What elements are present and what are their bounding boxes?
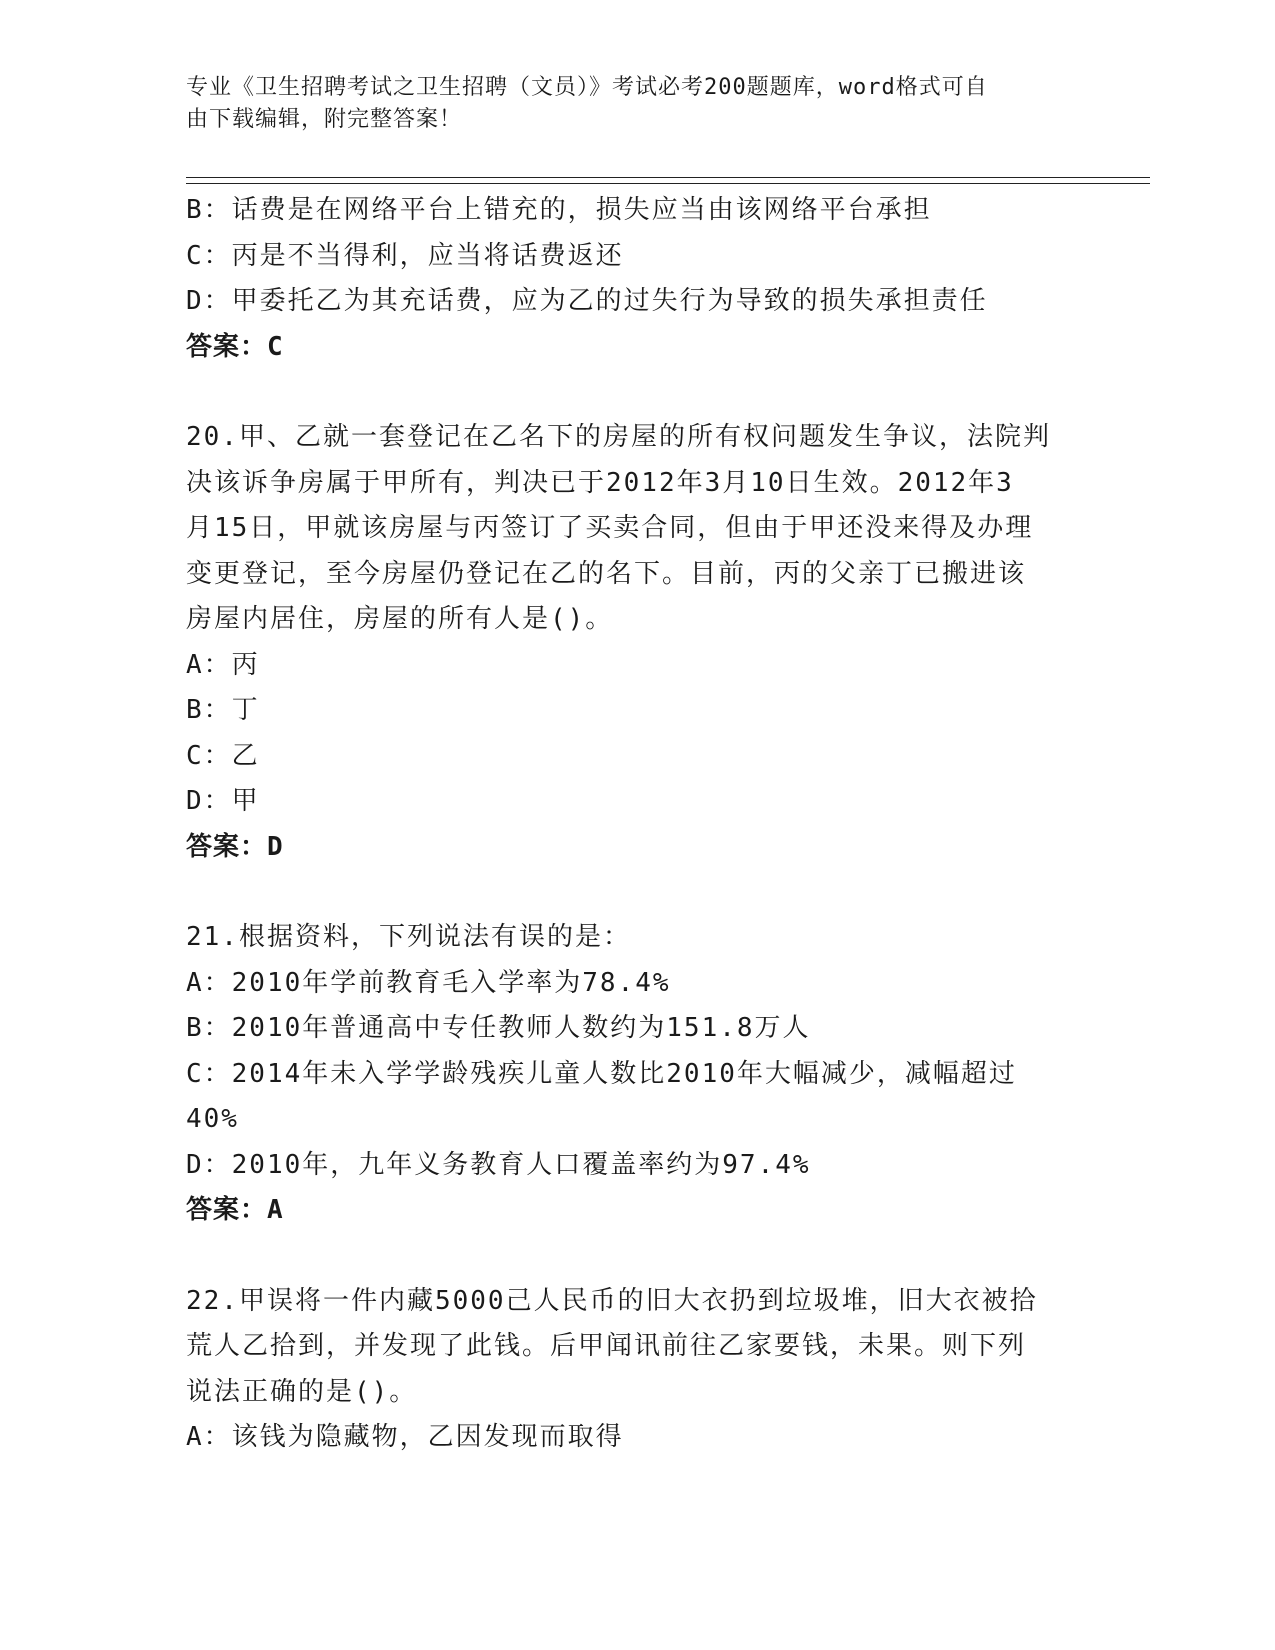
option-c: C：丙是不当得利，应当将话费返还 [186, 240, 624, 271]
option-d: D：甲委托乙为其充话费，应为乙的过失行为导致的损失承担责任 [186, 286, 988, 316]
option-c: C：2014年未入学学龄残疾儿童人数比2010年大幅减少，减幅超过 [186, 1058, 1017, 1089]
option-a: A：2010年学前教育毛入学率为78.4% [186, 967, 671, 998]
question-stem-line: 20.甲、乙就一套登记在乙名下的房屋的所有权问题发生争议，法院判 [186, 422, 1051, 452]
option-a: A：丙 [186, 649, 260, 680]
question-stem-line: 月15日，甲就该房屋与丙签订了买卖合同，但由于甲还没来得及办理 [186, 513, 1034, 543]
option-b: B：丁 [186, 695, 260, 725]
option-a: A：该钱为隐藏物，乙因发现而取得 [186, 1422, 624, 1452]
option-c: C：乙 [186, 740, 260, 771]
header-line-2: 由下载编辑，附完整答案！ [186, 107, 463, 132]
question-stem-line: 决该诉争房属于甲所有，判决已于2012年3月10日生效。2012年3 [186, 467, 1014, 498]
option-b: B：话费是在网络平台上错充的，损失应当由该网络平台承担 [186, 195, 932, 225]
question-stem-line: 变更登记，至今房屋仍登记在乙的名下。目前，丙的父亲丁已搬进该 [186, 558, 1027, 589]
answer-label: 答案：D [186, 831, 284, 862]
question-stem-line: 荒人乙拾到，并发现了此钱。后甲闻讯前往乙家要钱，未果。则下列 [186, 1331, 1027, 1361]
question-21 [186, 915, 1086, 1234]
option-c-continued: 40% [186, 1104, 239, 1134]
question-stem: 21.根据资料，下列说法有误的是： [186, 922, 631, 952]
document-header [186, 72, 1066, 136]
header-divider-bottom [186, 183, 1150, 184]
question-20 [186, 415, 1086, 870]
question-stem-line: 说法正确的是()。 [186, 1376, 418, 1407]
option-b: B：2010年普通高中专任教师人数约为151.8万人 [186, 1013, 811, 1043]
option-d: D：2010年，九年义务教育人口覆盖率约为97.4% [186, 1149, 811, 1180]
option-d: D：甲 [186, 786, 260, 816]
header-divider-top [186, 177, 1150, 178]
question-content [186, 188, 1086, 1461]
question-22 [186, 1279, 1086, 1461]
question-stem-line: 22.甲误将一件内藏5000己人民币的旧大衣扔到垃圾堆，旧大衣被拾 [186, 1285, 1038, 1316]
header-line-1: 专业《卫生招聘考试之卫生招聘（文员）》考试必考200题题库，word格式可自 [186, 75, 988, 100]
question-stem-line: 房屋内居住，房屋的所有人是()。 [186, 604, 614, 634]
question-19-tail [186, 188, 1086, 370]
answer-label: 答案：A [186, 1195, 284, 1225]
answer-label: 答案：C [186, 331, 284, 362]
